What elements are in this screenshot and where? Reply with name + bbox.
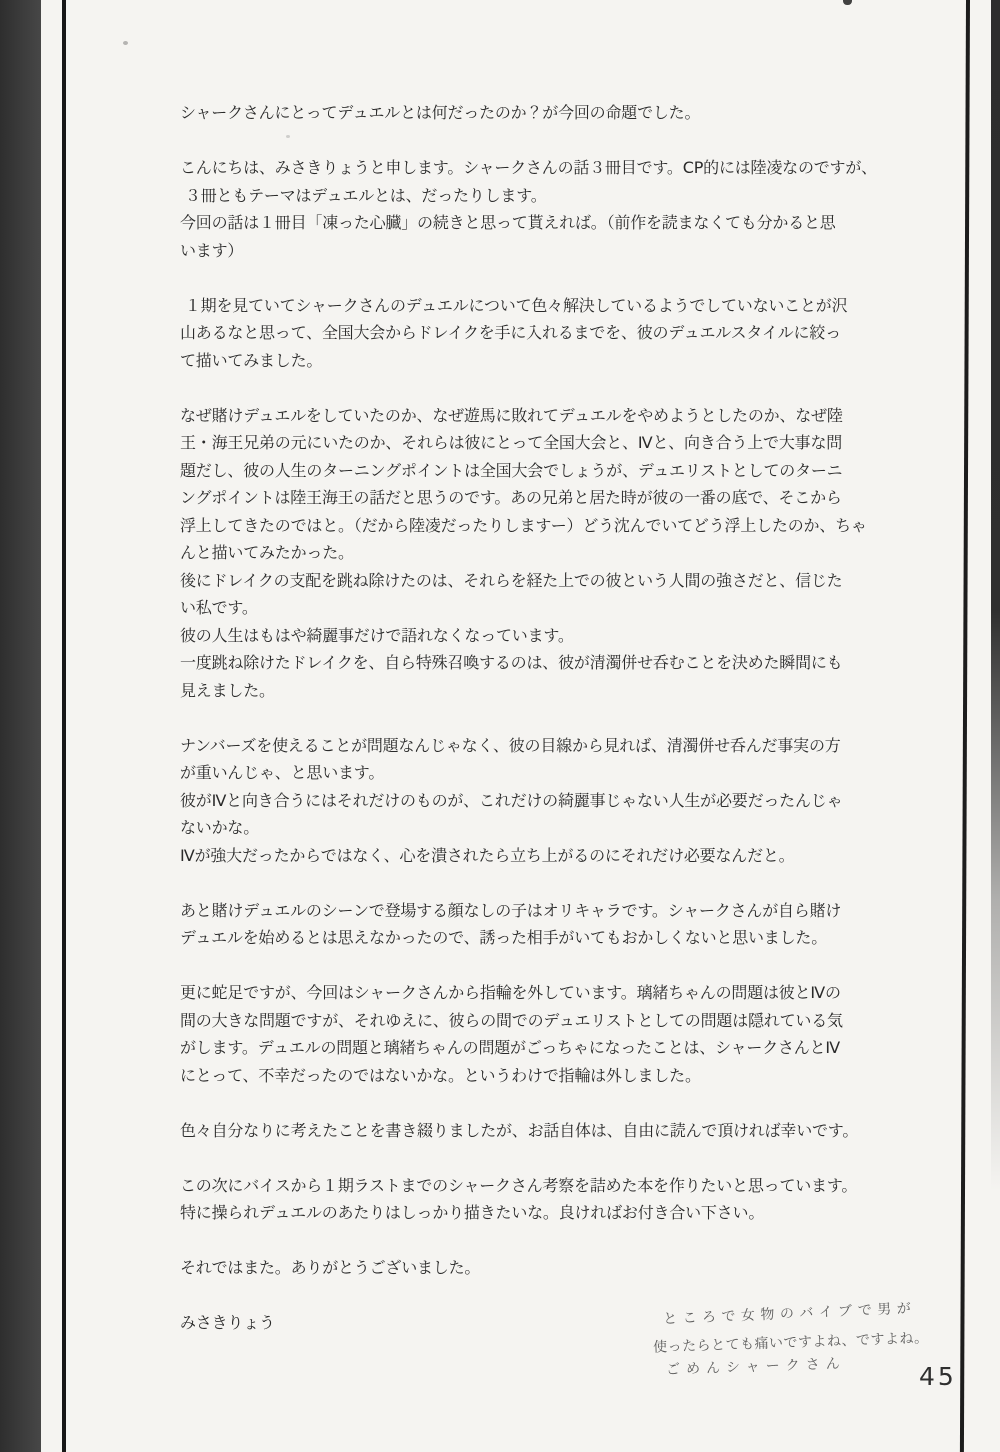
text-line: 山あるなと思って、全国大会からドレイクを手に入れるまでを、彼のデュエルスタイルに絞っ	[180, 323, 841, 342]
text-line: それではまた。ありがとうございました。	[180, 1258, 481, 1277]
text-line: こんにちは、みさきりょうと申します。シャークさんの話３冊目です。CP的には陸凌なのですが、	[180, 158, 877, 177]
page-border-left-line	[62, 0, 66, 1452]
text-line: 彼がⅣと向き合うにはそれだけのものが、これだけの綺麗事じゃない人生が必要だったんじゃ	[180, 790, 843, 810]
text-line: なぜ賭けデュエルをしていたのか、なぜ遊馬に敗れてデュエルをやめようとしたのか、なぜ陸	[180, 405, 843, 425]
text-line: ないかな。	[180, 818, 260, 837]
ink-speck	[843, 0, 852, 5]
scan-edge-shadow	[991, 0, 1000, 1452]
text-line: 一度跳ね除けたドレイクを、自ら特殊召喚するのは、彼が清濁併せ呑むことを決めた瞬間にも	[180, 653, 843, 672]
paragraph-block	[180, 154, 970, 264]
paragraph-block	[180, 1117, 970, 1145]
afterword-body-text	[180, 99, 970, 1337]
text-line: 見えました。	[180, 680, 275, 700]
text-line: 間の大きな問題ですが、それゆえに、彼らの間でのデュエリストとしての問題は隠れている気	[180, 1010, 843, 1030]
paragraph-block	[180, 292, 970, 375]
text-line: 色々自分なりに考えたことを書き綴りましたが、お話自体は、自由に読んで頂ければ幸いです。	[180, 1120, 859, 1140]
text-line: んと描いてみたかった。	[180, 543, 354, 562]
text-line: にとって、不幸だったのではないかな。というわけで指輪は外しました。	[180, 1065, 701, 1085]
paragraph-block	[180, 402, 970, 705]
text-line: がします。デュエルの問題と璃緒ちゃんの問題がごっちゃになったことは、シャークさんとⅣ	[180, 1038, 840, 1057]
text-line: デュエルを始めるとは思えなかったので、誘った相手がいてもおかしくないと思いました。	[180, 928, 828, 947]
text-line: ングポイントは陸王海王の話だと思うのです。あの兄弟と居た時が彼の一番の底で、そこから	[180, 488, 842, 507]
text-line: 更に蛇足ですが、今回はシャークさんから指輪を外しています。璃緒ちゃんの問題は彼とⅣの	[180, 983, 841, 1002]
text-line: ３冊ともテーマはデュエルとは、だったりします。	[180, 185, 547, 205]
text-line: １期を見ていてシャークさんのデュエルについて色々解決しているようでしていないことが沢	[180, 295, 848, 315]
handwritten-note-line-3: ごめんシャークさん	[665, 1355, 846, 1379]
paragraph-blocks	[180, 99, 970, 1282]
text-line: 今回の話は１冊目「凍った心臓」の続きと思って貰えれば。（前作を読まなくても分かると思	[180, 213, 836, 232]
text-line: 王・海王兄弟の元にいたのか、それらは彼にとって全国大会と、Ⅳと、向き合う上で大事な問	[180, 433, 843, 452]
paragraph-block	[180, 1172, 970, 1227]
text-line: て描いてみました。	[180, 350, 323, 370]
handwritten-note-line-2: 使ったらとても痛いですよね、ですよね。	[652, 1330, 929, 1356]
text-line: 題だし、彼の人生のターニングポイントは全国大会でしょうが、デュエリストとしてのターニ	[180, 460, 843, 480]
paragraph-block	[180, 732, 970, 870]
text-line: Ⅳが強大だったからではなく、心を潰されたら立ち上がるのにそれだけ必要なんだと。	[180, 845, 795, 865]
text-line: 特に操られデュエルのあたりはしっかり描きたいな。良ければお付き合い下さい。	[180, 1203, 765, 1222]
text-line: い私です。	[180, 598, 258, 617]
text-line: ナンバーズを使えることが問題なんじゃなく、彼の目線から見れば、清濁併せ呑んだ事実の方	[180, 735, 841, 755]
paragraph-block	[180, 1254, 970, 1282]
text-line: シャークさんにとってデュエルとは何だったのか？が今回の命題でした。	[180, 103, 701, 122]
text-line: います）	[180, 240, 244, 260]
paragraph-block	[180, 99, 970, 127]
text-line: 彼の人生はもはや綺麗事だけで語れなくなっています。	[180, 625, 574, 645]
text-line: 浮上してきたのではと。（だから陸凌だったりしますー）どう沈んでいてどう浮上したのか、ちゃ	[180, 515, 867, 535]
text-line: 後にドレイクの支配を跳ね除けたのは、それらを経た上での彼という人間の強さだと、信じた	[180, 570, 843, 590]
page-number: 45	[919, 1362, 957, 1391]
paragraph-block	[180, 979, 970, 1089]
ink-speck	[123, 41, 128, 45]
text-line: あと賭けデュエルのシーンで登場する顔なしの子はオリキャラです。シャークさんが自ら賭け	[180, 900, 842, 920]
handwritten-note-line-1: ところで女物のバイブで男が	[662, 1300, 917, 1328]
text-line: この次にバイスから１期ラストまでのシャークさん考察を詰めた本を作りたいと思っています。	[180, 1175, 858, 1195]
paragraph-block	[180, 897, 970, 952]
signature-line: みさきりょう	[180, 1313, 275, 1332]
binding-shadow	[0, 0, 41, 1452]
text-line: が重いんじゃ、と思います。	[180, 763, 385, 782]
